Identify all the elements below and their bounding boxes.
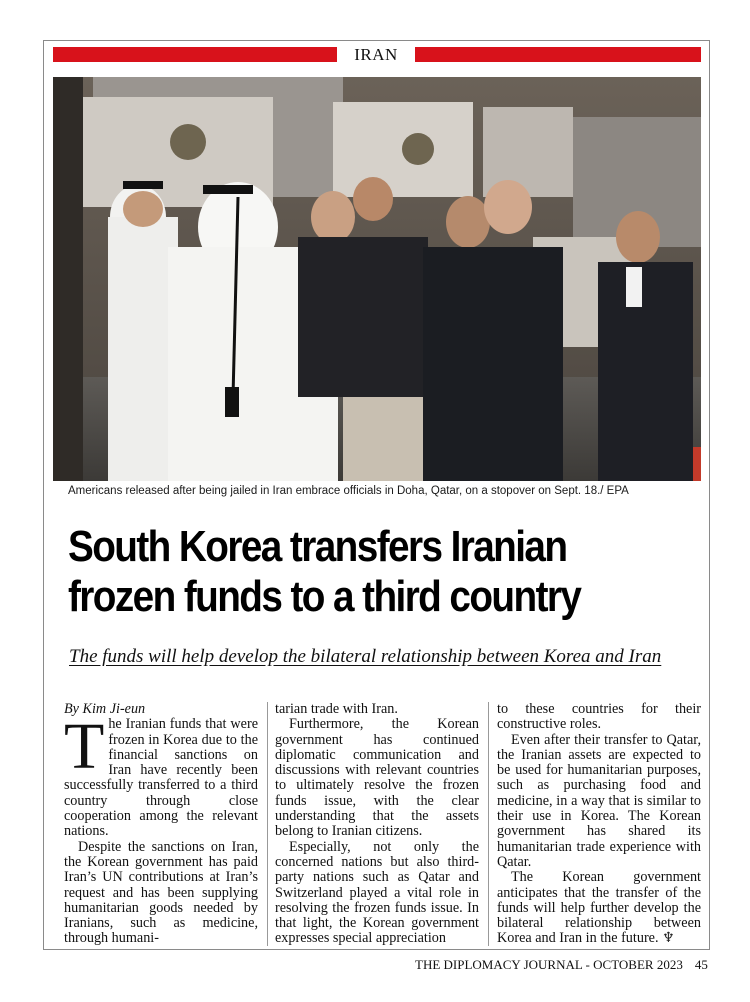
paragraph [497,870,701,946]
paragraph: Especially, not only the concerned nations but also third-party nations such as Qatar and Switzerland played a vital role in resolving the frozen funds issue. In that light, the Korean government expresses special appreciation [275,838,479,947]
article-photo [53,77,701,481]
photo-caption: Americans released after being jailed in Iran embrace officials in Doha, Qatar, on a stopover on Sept. 18./ EPA [68,485,629,497]
paragraph [64,710,258,840]
headline-line-2: frozen funds to a third country [68,572,581,621]
article-column-3 [497,702,701,947]
photo-image-icon [53,77,701,481]
article-column-1 [64,702,258,947]
subheadline: The funds will help develop the bilateral relationship between Korea and Iran [69,646,662,667]
paragraph: to these countries for their constructive roles. [497,701,701,733]
paragraph: tarian trade with Iran. [275,701,398,717]
paragraph: Even after their transfer to Qatar, the Iranian assets are expected to be used for humanitarian purposes, such as purchasing food and medicine, in a way that is similar to their use in Korea. The Korean government has shared its humanitarian trade experience with Qatar. [497,731,701,870]
headline [68,522,631,622]
section-label: IRAN [354,45,398,64]
column-divider [267,702,268,946]
paragraph: Despite the sanctions on Iran, the Korean government has paid Iran’s UN contributions at Iran’s request and has been supplying humanitarian goods needed by Iranians, such as medicine, through humani- [64,838,258,947]
page-number: 45 [694,957,708,972]
drop-cap: T [64,710,105,784]
page-footer [415,957,708,973]
column-divider [488,702,489,946]
paragraph-text: he Iranian funds that were frozen in Korea due to the financial sanctions on Iran have recently been successfully transferred to a third country through close cooperation among the relevant nations. [64,716,258,840]
paragraph: Furthermore, the Korean government has continued diplomatic communication and discussions with relevant countries to ultimately resolve the frozen funds issue, with the clear understanding that the assets belong to Iranian citizens. [275,716,479,840]
article-column-2 [275,702,479,947]
byline: By Kim Ji-eun [64,701,146,717]
section-header [53,45,701,65]
section-bar-right [415,47,701,62]
section-bar-left [53,47,337,62]
publication-name: THE DIPLOMACY JOURNAL - OCTOBER 2023 [415,957,683,972]
end-mark-icon: ♆ [662,930,675,947]
paragraph-text: The Korean government anticipates that the transfer of the funds will help further develop the bilateral relationship between Korea and Iran in the future. [497,869,701,947]
headline-line-1: South Korea transfers Iranian [68,522,567,571]
